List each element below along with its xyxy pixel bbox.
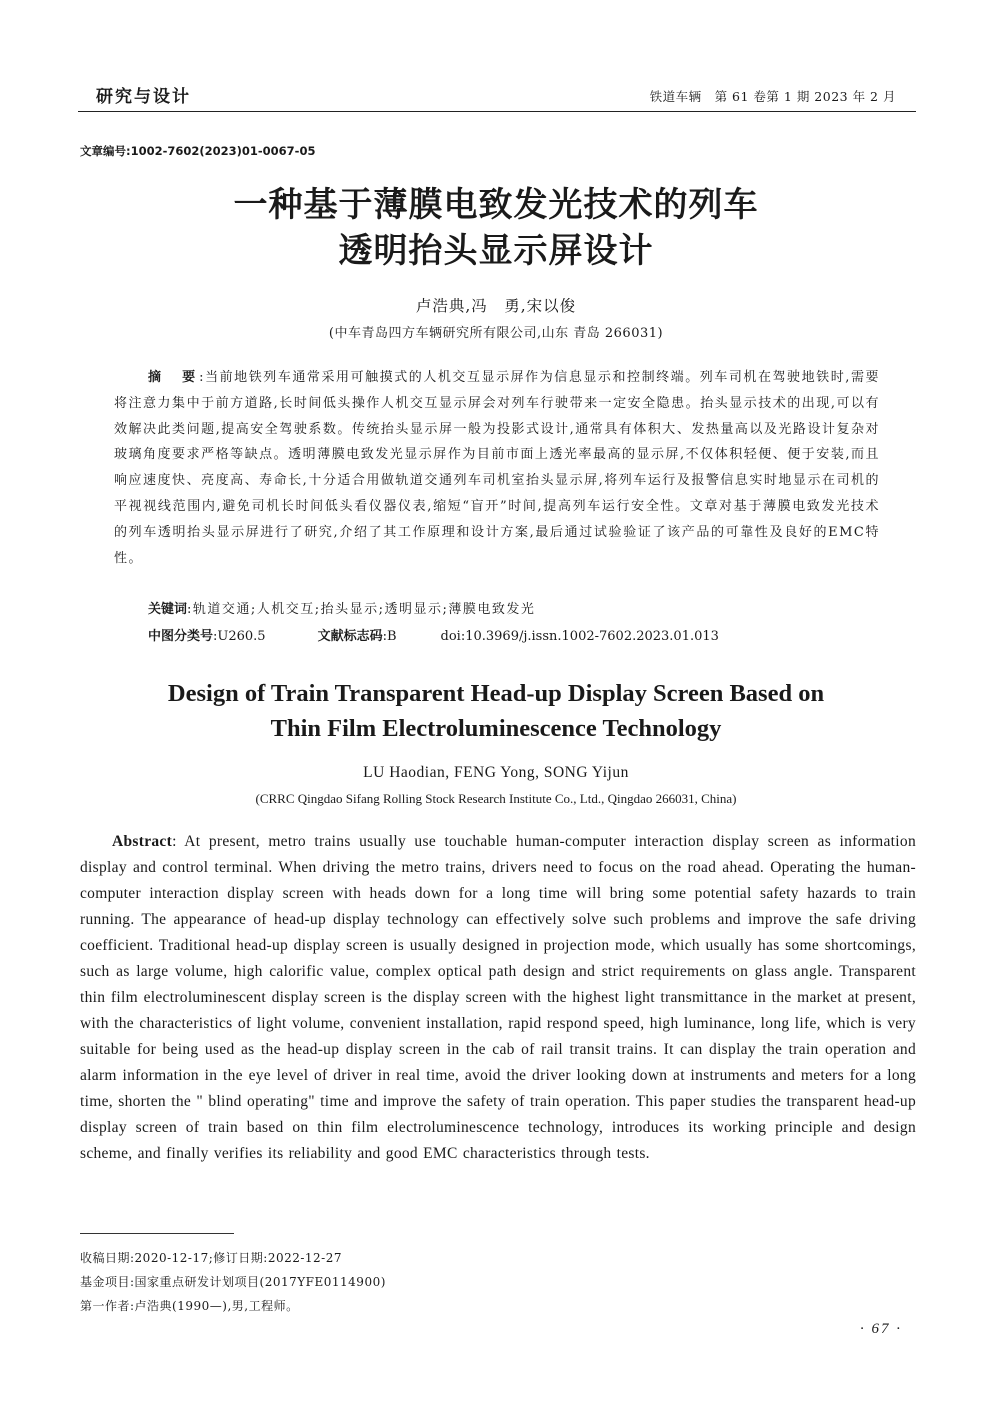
abstract-chinese-text: :当前地铁列车通常采用可触摸式的人机交互显示屏作为信息显示和控制终端。列车司机在驾驶地铁时,需要将注意力集中于前方道路,长时间低头操作人机交互显示屏会对列车行驶带来一定安全隐患。抬头显示技术的出现,可以有效解决此类问题,提高安全驾驶系数。传统抬头显示屏一般为投影式设计,通常具有体积大、发热量高以及光路设计复杂对玻璃角度要求严格等缺点。透明薄膜电致发光显示屏作为目前市面上透光率最高的显示屏,不仅体积轻便、便于安装,而且响应速度快、亮度高、寿命长,十分适合用做轨道交通列车司机室抬头显示屏,将列车运行及报警信息实时地显示在司机的平视视线范围内,避免司机长时间低头看仪器仪表,缩短“盲开”时间,提高列车运行安全性。文章对基于薄膜电致发光技术的列车透明抬头显示屏进行了研究,介绍了其工作原理和设计方案,最后通过试验验证了该产品的可靠性及良好的EMC特性。 bbox=[114, 370, 880, 566]
footnote-divider bbox=[80, 1233, 234, 1234]
clc-value: :U260.5 bbox=[213, 629, 266, 644]
page-number: · 67 · bbox=[860, 1321, 902, 1337]
footnote-dates: 收稿日期:2020-12-17;修订日期:2022-12-27 bbox=[80, 1251, 343, 1265]
affiliation-english: (CRRC Qingdao Sifang Rolling Stock Research Institute Co., Ltd., Qingdao 266031, China) bbox=[255, 791, 737, 806]
chinese-title-line-1: 一种基于薄膜电致发光技术的列车 bbox=[233, 185, 759, 225]
clc-label: 中图分类号 bbox=[148, 629, 214, 644]
chinese-title-line-2: 透明抬头显示屏设计 bbox=[338, 231, 654, 271]
article-number: 文章编号:1002-7602(2023)01-0067-05 bbox=[80, 144, 316, 158]
authors-english: LU Haodian, FENG Yong, SONG Yijun bbox=[363, 764, 629, 781]
keywords-chinese bbox=[148, 598, 535, 617]
english-title-line-1: Design of Train Transparent Head-up Display Screen Based on bbox=[167, 680, 825, 707]
doc-code-label: 文献标志码 bbox=[317, 629, 383, 644]
abstract-english bbox=[80, 829, 916, 1167]
keywords-text: :轨道交通;人机交互;抬头显示;透明显示;薄膜电致发光 bbox=[187, 602, 536, 617]
journal-section-header: 研究与设计 bbox=[96, 87, 191, 107]
classification-line bbox=[148, 625, 719, 644]
journal-issue-info: 铁道车辆 第 61 卷第 1 期 2023 年 2 月 bbox=[649, 89, 896, 104]
doc-code-value: :B bbox=[382, 629, 397, 644]
doi[interactable]: doi:10.3969/j.issn.1002-7602.2023.01.013 bbox=[440, 629, 719, 644]
abstract-english-label: Abstract bbox=[112, 833, 173, 850]
abstract-chinese bbox=[114, 365, 880, 571]
abstract-english-text: : At present, metro trains usually use touchable human-computer interaction display screen as information display and control terminal. When driving the metro trains, drivers need to focus on the road ahead. Operating the human-computer interaction display screen with heads down for a long time will bring some potential safety hazards to train running. The appearance of head-up display technology can effectively solve such problems and improve the safe driving coefficient. Traditional head-up display screen is usually designed in projection mode, which usually has some shortcomings, such as large volume, high calorific value, complex optical path design and strict requirements on glass angle. Transparent thin film electroluminescent display screen is the display screen with the highest light transmittance in the market at present, with the characteristics of light volume, convenient installation, rapid respond speed, high luminance, long life, which is very suitable for being used as the head-up display screen in the cab of rail transit trains. It can display the train operation and alarm information in the eye level of driver in real time, avoid the driver looking down at instruments and meters for a long time, shorten the " blind operating" time and improve the safety of train operation. This paper studies the transparent head-up display screen of train based on thin film electroluminescence technology, introduces its working principle and design scheme, and finally verifies its reliability and good EMC characteristics through tests. bbox=[80, 833, 916, 1162]
abstract-chinese-label: 摘 要 bbox=[148, 370, 200, 385]
keywords-label: 关键词 bbox=[148, 602, 188, 617]
header-divider bbox=[78, 111, 916, 112]
footnote-fund: 基金项目:国家重点研发计划项目(2017YFE0114900) bbox=[80, 1275, 386, 1289]
footnote-first-author: 第一作者:卢浩典(1990—),男,工程师。 bbox=[80, 1299, 299, 1313]
affiliation-chinese: (中车青岛四方车辆研究所有限公司,山东 青岛 266031) bbox=[328, 326, 664, 341]
authors-chinese: 卢浩典,冯 勇,宋以俊 bbox=[415, 297, 577, 315]
english-title-line-2: Thin Film Electroluminescence Technology bbox=[270, 715, 722, 742]
